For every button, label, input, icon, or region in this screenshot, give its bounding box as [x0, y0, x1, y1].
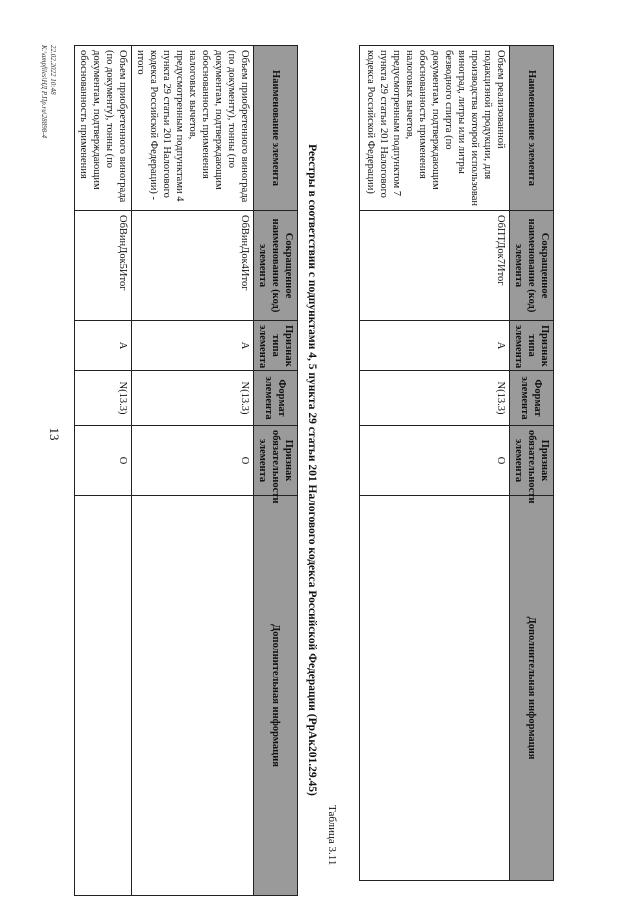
- header-element-code: Сокращенное наименование (код) элемента: [254, 211, 298, 321]
- header-element-format: Формат элемента: [254, 371, 298, 426]
- header-element-mandatory: Признак обязательности элемента: [254, 426, 298, 496]
- header-element-mandatory: Признак обязательности элемента: [510, 426, 554, 496]
- cell-element-type: А: [75, 321, 132, 371]
- stamp-path: К:\ampfiles\НД Р.Пр.ru\28898-4: [40, 45, 48, 138]
- table-row: [132, 46, 254, 896]
- cell-element-name: Объем реализованной подакцизной продукции, для производства которой использован виноград, литры или литры безводного спирта (по документам, подтверждающим обоснованность применения налоговых вычетов, предусмотренным подпунктом 7 пункта 29 статьи 201 Налогового кодекса Российской Федерации): [360, 46, 510, 211]
- cell-element-type: А: [132, 321, 254, 371]
- table-title: Реестры в соответствии с подпунктами 4, 5 пункта 29 статьи 201 Налогового кодекса Российской Федерации (РрАк201.29.45): [306, 144, 318, 796]
- cell-element-mandatory: О: [360, 426, 510, 496]
- cell-element-mandatory: О: [75, 426, 132, 496]
- header-element-type: Признак типа элемента: [510, 321, 554, 371]
- header-element-code: Сокращенное наименование (код) элемента: [510, 211, 554, 321]
- cell-additional-info: [132, 496, 254, 896]
- element-table-continued: [359, 45, 554, 881]
- header-element-type: Признак типа элемента: [254, 321, 298, 371]
- cell-element-format: N(13.3): [132, 371, 254, 426]
- cell-additional-info: [360, 496, 510, 881]
- cell-element-name: Объем приобретенного винограда (по документу), тонны (по документам, подтверждающим обоснованность применения налоговых вычетов, предусмотренным подпунктами 4 пункта 29 статьи 201 Налогового кодекса Российской Федерации) - итого: [132, 46, 254, 211]
- header-additional-info: Дополнительная информация: [510, 496, 554, 881]
- document-stamp: [39, 45, 57, 138]
- cell-additional-info: [75, 496, 132, 896]
- stamp-date: 22.02.2022 10:48: [49, 45, 57, 95]
- header-additional-info: Дополнительная информация: [254, 496, 298, 896]
- table-number: Таблица 3.11: [326, 805, 338, 866]
- header-element-format: Формат элемента: [510, 371, 554, 426]
- table-row: [75, 46, 132, 896]
- header-element-name: Наименование элемента: [510, 46, 554, 211]
- table-header-row: [510, 46, 554, 881]
- cell-element-format: N(13.3): [360, 371, 510, 426]
- cell-element-code: ОбВинДок5Итог: [75, 211, 132, 321]
- page-number: 13: [47, 427, 62, 441]
- table-row: [360, 46, 510, 881]
- cell-element-code: ОбПТДок7Итог: [360, 211, 510, 321]
- cell-element-type: А: [360, 321, 510, 371]
- cell-element-code: ОбВинДок4Итог: [132, 211, 254, 321]
- cell-element-mandatory: О: [132, 426, 254, 496]
- cell-element-format: N(13.3): [75, 371, 132, 426]
- header-element-name: Наименование элемента: [254, 46, 298, 211]
- cell-element-name: Объем приобретенного винограда (по документу), тонны (по документам, подтверждающим обоснованность применения: [75, 46, 132, 211]
- table-header-row: [254, 46, 298, 896]
- registry-table: [74, 45, 298, 896]
